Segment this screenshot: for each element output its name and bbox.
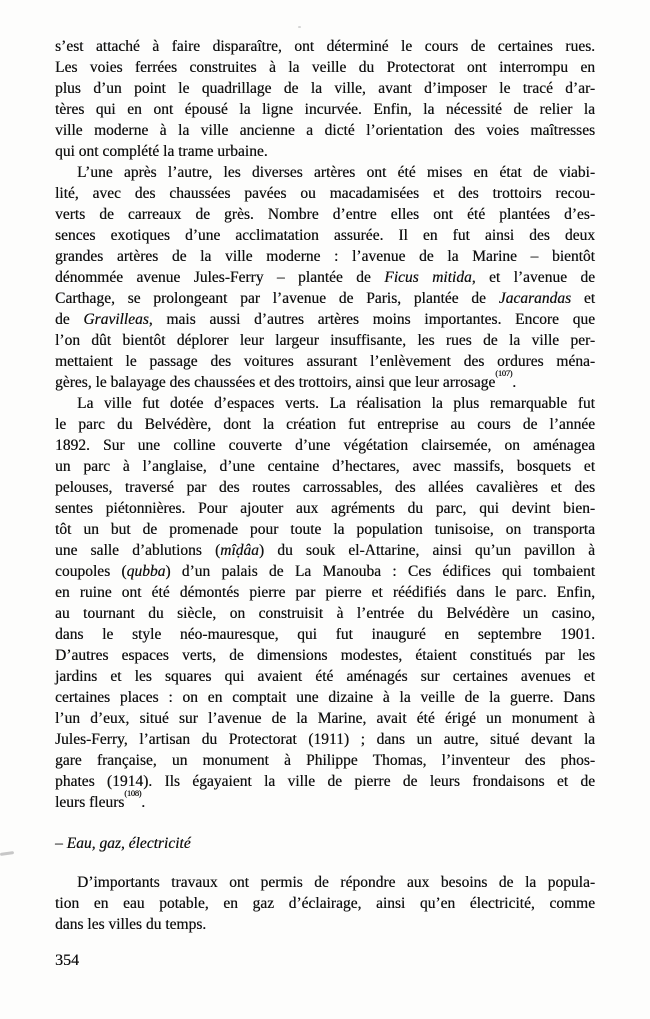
text-line: certaines places : on en comptait une dizaine à la veille de la guerre. Dans (55, 689, 595, 706)
text-line: dans les villes du temps. (55, 916, 207, 933)
text-line: l’un d’eux, situé sur l’avenue de la Marine, avait été érigé un monument à (55, 710, 595, 727)
text-line: gères, le balayage des chaussées et des trottoirs, ainsi que leur arrosage$^{(107)}$. (55, 367, 517, 391)
text-line: L’une après l’autre, les diverses artères ont été mises en état de viabi- (77, 164, 595, 181)
paragraph (55, 36, 595, 162)
text-line: le parc du Belvédère, dont la création fut entreprise au cours de l’année (55, 416, 595, 433)
text-line: leurs fleurs$^{(108)}$. (55, 787, 146, 811)
italic-phrase: Jacarandas (498, 290, 572, 307)
text-line: Jules-Ferry, l’artisan du Protectorat (1911) ; dans un autre, situé devant la (55, 731, 595, 748)
footnote-marker: (107) (495, 367, 513, 378)
text-line: grandes artères de la ville moderne : l’avenue de la Marine – bientôt (55, 248, 595, 265)
paragraph (55, 872, 595, 935)
scan-smudge-artifact (0, 851, 14, 856)
text-line: un parc à l’anglaise, d’une centaine d’hectares, avec massifs, bosquets et (55, 458, 595, 475)
text-line: plus d’un point le quadrillage de la ville, avant d’imposer le tracé d’ar- (55, 80, 595, 97)
text-line: sentes piétonnières. Pour ajouter aux agréments du parc, qui devint bien- (55, 500, 595, 517)
italic-phrase: Gravilleas (83, 311, 149, 328)
text-line: D’autres espaces verts, de dimensions modestes, étaient constitués par les (55, 647, 595, 664)
text-line: qui ont complété la trame urbaine. (55, 143, 268, 160)
text-line: de Gravilleas, mais aussi d’autres artères moins importantes. Encore que (55, 311, 595, 328)
scan-speck-artifact (298, 26, 301, 28)
text-line: phates (1914). Ils égayaient la ville de pierre de leurs frondaisons et de (55, 773, 595, 790)
text-line: une salle d’ablutions (mîḍâa) du souk el-Attarine, ainsi qu’un pavillon à (55, 542, 595, 559)
text-line: sences exotiques d’une acclimatation assurée. Il en fut ainsi des deux (55, 227, 595, 244)
text-line: dénommée avenue Jules-Ferry – plantée de Ficus mitida, et l’avenue de (55, 269, 595, 286)
italic-phrase: Ficus mitida (384, 269, 472, 286)
text-line: D’importants travaux ont permis de répondre aux besoins de la popula- (77, 874, 595, 891)
text-line: 1892. Sur une colline couverte d’une végétation clairsemée, on aménagea (55, 437, 595, 454)
footnote-marker: (108) (124, 787, 142, 798)
text-line: jardins et les squares qui avaient été aménagés sur certaines avenues et (55, 668, 595, 685)
text-line: au tournant du siècle, on construisit à l’entrée du Belvédère un casino, (55, 605, 595, 622)
text-line: tères qui en ont épousé la ligne incurvée. Enfin, la nécessité de relier la (55, 101, 595, 118)
text-line: verts de carreaux de grès. Nombre d’entre elles ont été plantées d’es- (55, 206, 595, 223)
paragraph (55, 393, 595, 813)
text-line: lité, avec des chaussées pavées ou macadamisées et des trottoirs recou- (55, 185, 595, 202)
text-line: s’est attaché à faire disparaître, ont déterminé le cours de certaines rues. (55, 38, 595, 55)
text-line: l’on dût bientôt déplorer leur largeur insuffisante, les rues de la ville per- (55, 332, 595, 349)
text-line: La ville fut dotée d’espaces verts. La réalisation la plus remarquable fut (77, 395, 595, 412)
text-line: Les voies ferrées construites à la veille du Protectorat ont interrompu en (55, 59, 595, 76)
italic-phrase: mîḍâa (220, 542, 259, 559)
text-line: mettaient le passage des voitures assurant l’enlèvement des ordures ména- (55, 353, 595, 370)
text-line: coupoles (qubba) d’un palais de La Manouba : Ces édifices qui tombaient (55, 563, 595, 580)
text-line: tôt un but de promenade pour toute la population tunisoise, on transporta (55, 521, 595, 538)
paragraph (55, 162, 595, 393)
text-line: Carthage, se prolongeant par l’avenue de Paris, plantée de Jacarandas et (55, 290, 596, 307)
page-number: 354 (55, 952, 79, 969)
text-line: dans le style néo-mauresque, qui fut inauguré en septembre 1901. (55, 626, 595, 643)
section-heading: – Eau, gaz, électricité (55, 835, 191, 852)
text-line: tion en eau potable, en gaz d’éclairage, ainsi qu’en électricité, comme (55, 895, 595, 912)
italic-phrase: qubba (126, 563, 166, 580)
text-line: gare française, un monument à Philippe Thomas, l’inventeur des phos- (55, 752, 595, 769)
text-line: en ruine ont été démontés pierre par pierre et réédifiés dans le parc. Enfin, (55, 584, 595, 601)
text-line: ville moderne à la ville ancienne a dicté l’orientation des voies maîtresses (55, 122, 595, 139)
text-block (55, 36, 595, 935)
text-line: pelouses, traversé par des routes carrossables, des allées cavalières et des (55, 479, 595, 496)
